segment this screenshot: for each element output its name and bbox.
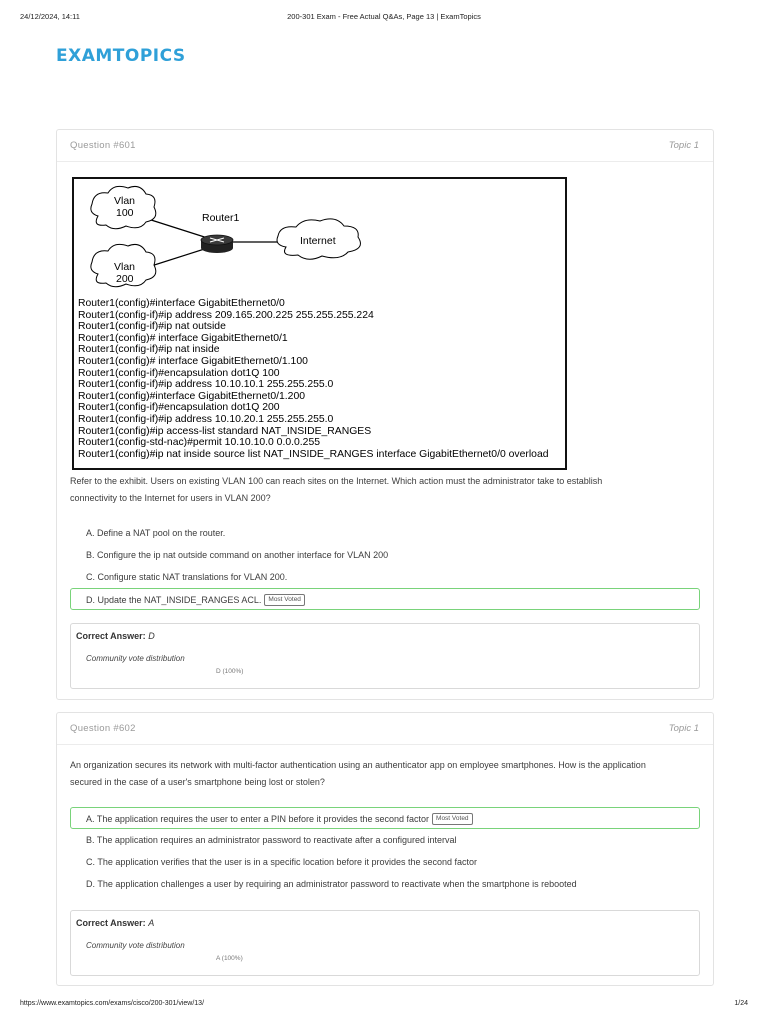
choice-c[interactable] [70, 851, 700, 873]
question-topic: Topic 1 [668, 140, 699, 151]
choice-d[interactable] [70, 873, 700, 895]
correct-answer-value: D [148, 631, 155, 641]
config-line: Router1(config-if)#ip address 10.10.20.1 255.255.255.0 [78, 413, 334, 425]
correct-answer [76, 918, 154, 928]
question-text [70, 757, 700, 791]
examtopics-logo[interactable] [56, 46, 186, 66]
config-line: Router1(config-if)#ip nat inside [78, 344, 220, 356]
correct-answer [76, 631, 155, 641]
vote-distribution-title: Community vote distribution [86, 654, 185, 663]
config-line: Router1(config-if)#ip nat outside [78, 321, 226, 333]
config-line: Router1(config-std-nac)#permit 10.10.10.0 0.0.0.255 [78, 437, 321, 449]
most-voted-badge: Most Voted [264, 594, 305, 606]
most-voted-badge: Most Voted [432, 813, 473, 825]
config-line: Router1(config)# interface GigabitEthernet0/1.100 [78, 355, 308, 367]
router-label: Router1 [202, 212, 240, 224]
vlan100-label-b: 100 [116, 207, 134, 219]
question-topic: Topic 1 [668, 723, 699, 734]
config-line: Router1(config-if)#encapsulation dot1Q 100 [78, 367, 280, 379]
correct-answer-label: Correct Answer: [76, 631, 146, 641]
question-header [57, 130, 713, 162]
print-date: 24/12/2024, 14:11 [20, 12, 80, 21]
vote-distribution-result: D (100%) [216, 668, 244, 675]
internet-label: Internet [300, 235, 336, 247]
config-line: Router1(config-if)#ip address 209.165.200.225 255.255.255.224 [78, 309, 374, 321]
question-text-line: An organization secures its network with multi-factor authentication using an authenticator app on employee smartphones. How is the application [70, 760, 646, 770]
router-config [78, 298, 549, 460]
question-text-line: secured in the case of a user's smartphone being lost or stolen? [70, 777, 325, 787]
logo-text: EXAMTOPICS [56, 46, 186, 66]
question-number: Question #601 [70, 140, 136, 151]
choice-b[interactable] [70, 829, 700, 851]
config-line: Router1(config)#ip nat inside source list NAT_INSIDE_RANGES interface GigabitEthernet0/0 overload [78, 448, 549, 460]
router-icon [201, 235, 233, 253]
print-footer [20, 1000, 748, 1010]
choice-c[interactable] [70, 566, 700, 588]
choice-label: D. The application challenges a user by requiring an administrator password to reactivate when the smartphone is rebooted [86, 879, 577, 889]
choice-label: A. The application requires the user to enter a PIN before it provides the second factor [86, 814, 430, 824]
question-card [56, 129, 714, 700]
print-header [20, 12, 748, 24]
question-text-line: Refer to the exhibit. Users on existing VLAN 100 can reach sites on the Internet. Which action must the administrator take to establish [70, 476, 603, 486]
question-card [56, 712, 714, 986]
choice-label: A. Define a NAT pool on the router. [86, 528, 226, 538]
config-line: Router1(config)#interface GigabitEthernet0/0 [78, 298, 285, 309]
vote-distribution-title: Community vote distribution [86, 941, 185, 950]
vlan100-label-a: Vlan [114, 195, 136, 207]
correct-answer-box [70, 623, 700, 689]
config-line: Router1(config-if)#encapsulation dot1Q 200 [78, 402, 280, 414]
question-header [57, 713, 713, 745]
correct-answer-box [70, 910, 700, 976]
choice-label: D. Update the NAT_INSIDE_RANGES ACL. [86, 595, 262, 605]
choice-d[interactable] [70, 588, 700, 610]
question-text [70, 473, 700, 507]
print-url[interactable]: https://www.examtopics.com/exams/cisco/200-301/view/13/ [20, 1000, 205, 1007]
vlan200-label-b: 200 [116, 273, 134, 285]
choice-b[interactable] [70, 544, 700, 566]
vote-distribution-result: A (100%) [216, 955, 243, 962]
config-line: Router1(config-if)#ip address 10.10.10.1 255.255.255.0 [78, 379, 334, 391]
choice-a[interactable] [70, 522, 700, 544]
config-line: Router1(config)# interface GigabitEthernet0/1 [78, 332, 288, 344]
choice-label: B. The application requires an administrator password to reactivate after a configured interval [86, 835, 457, 845]
choice-label: C. Configure static NAT translations for VLAN 200. [86, 572, 288, 582]
config-line: Router1(config)#interface GigabitEthernet0/1.200 [78, 390, 306, 402]
print-title: 200-301 Exam - Free Actual Q&As, Page 13 | ExamTopics [287, 12, 481, 21]
question-text-line: connectivity to the Internet for users in VLAN 200? [70, 493, 271, 503]
config-line: Router1(config)#ip access-list standard NAT_INSIDE_RANGES [78, 425, 372, 437]
exhibit-image [72, 177, 567, 470]
choice-label: C. The application verifies that the user is in a specific location before it provides the second factor [86, 857, 478, 867]
choice-a[interactable] [70, 807, 700, 829]
choice-label: B. Configure the ip nat outside command on another interface for VLAN 200 [86, 550, 389, 560]
page-number: 1/24 [734, 1000, 748, 1007]
correct-answer-value: A [148, 918, 155, 928]
correct-answer-label: Correct Answer: [76, 918, 146, 928]
vlan200-label-a: Vlan [114, 261, 136, 273]
question-number: Question #602 [70, 723, 136, 734]
